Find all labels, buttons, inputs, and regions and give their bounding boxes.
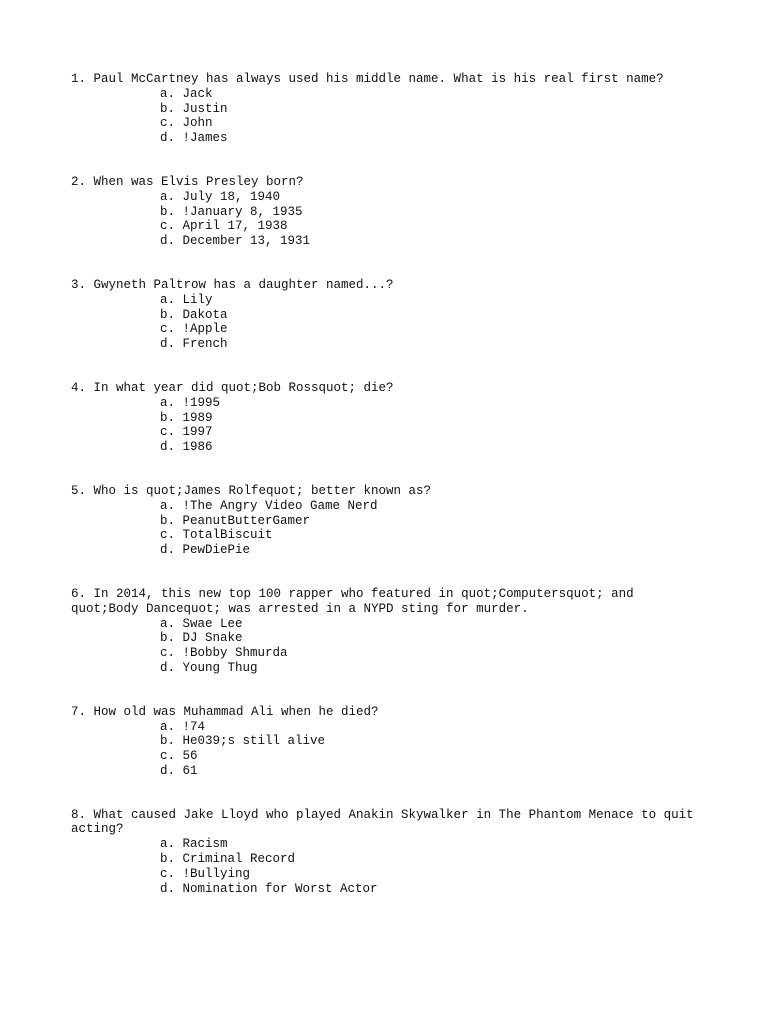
option-c: c. John bbox=[160, 116, 213, 131]
question-text: 5. Who is quot;James Rolfequot; better known as? bbox=[71, 483, 432, 498]
question-2 bbox=[71, 175, 701, 249]
option-a: a. July 18, 1940 bbox=[160, 189, 281, 204]
option-a: a. !The Angry Video Game Nerd bbox=[160, 498, 378, 513]
question-4 bbox=[71, 381, 701, 455]
option-a: a. !1995 bbox=[160, 395, 221, 410]
option-d: d. PewDiePie bbox=[160, 543, 251, 558]
option-c: c. !Bullying bbox=[160, 866, 251, 881]
option-c: c. !Apple bbox=[160, 322, 228, 337]
option-d: d. Young Thug bbox=[160, 660, 258, 675]
question-1 bbox=[71, 72, 701, 146]
option-d: d. 1986 bbox=[160, 440, 213, 455]
option-d: d. December 13, 1931 bbox=[160, 234, 311, 249]
option-a: a. Racism bbox=[160, 837, 228, 852]
question-text: 3. Gwyneth Paltrow has a daughter named...? bbox=[71, 277, 394, 292]
option-b: b. He039;s still alive bbox=[160, 734, 326, 749]
option-c: c. April 17, 1938 bbox=[160, 219, 288, 234]
answer-options bbox=[71, 617, 701, 676]
option-b: b. Criminal Record bbox=[160, 852, 296, 867]
option-c: c. 56 bbox=[160, 749, 198, 764]
quiz-document bbox=[71, 72, 701, 925]
option-d: d. !James bbox=[160, 131, 228, 146]
option-d: d. French bbox=[160, 337, 228, 352]
answer-options bbox=[71, 396, 701, 455]
answer-options bbox=[71, 190, 701, 249]
question-text: 2. When was Elvis Presley born? bbox=[71, 174, 304, 189]
option-a: a. !74 bbox=[160, 719, 206, 734]
option-d: d. 61 bbox=[160, 763, 198, 778]
option-b: b. !January 8, 1935 bbox=[160, 204, 303, 219]
option-b: b. Dakota bbox=[160, 307, 228, 322]
question-6 bbox=[71, 587, 701, 676]
option-a: a. Jack bbox=[160, 86, 213, 101]
answer-options bbox=[71, 720, 701, 779]
answer-options bbox=[71, 499, 701, 558]
question-text: 4. In what year did quot;Bob Rossquot; die? bbox=[71, 380, 394, 395]
option-b: b. PeanutButterGamer bbox=[160, 513, 311, 528]
question-5 bbox=[71, 484, 701, 558]
option-a: a. Lily bbox=[160, 292, 213, 307]
option-b: b. Justin bbox=[160, 101, 228, 116]
question-3 bbox=[71, 278, 701, 352]
question-8 bbox=[71, 808, 701, 897]
question-text: 7. How old was Muhammad Ali when he died? bbox=[71, 704, 379, 719]
option-b: b. 1989 bbox=[160, 410, 213, 425]
option-c: c. TotalBiscuit bbox=[160, 528, 273, 543]
question-text: 6. In 2014, this new top 100 rapper who featured in quot;Computersquot; and quot;Body Dancequot; was arrested in a NYPD sting for murder. bbox=[71, 586, 642, 616]
option-b: b. DJ Snake bbox=[160, 631, 243, 646]
question-7 bbox=[71, 705, 701, 779]
option-a: a. Swae Lee bbox=[160, 616, 243, 631]
option-d: d. Nomination for Worst Actor bbox=[160, 881, 378, 896]
question-text: 8. What caused Jake Lloyd who played Anakin Skywalker in The Phantom Menace to quit acting? bbox=[71, 807, 702, 837]
option-c: c. !Bobby Shmurda bbox=[160, 646, 288, 661]
option-c: c. 1997 bbox=[160, 425, 213, 440]
question-text: 1. Paul McCartney has always used his middle name. What is his real first name? bbox=[71, 72, 664, 86]
answer-options bbox=[71, 293, 701, 352]
answer-options bbox=[71, 837, 701, 896]
answer-options bbox=[71, 87, 701, 146]
